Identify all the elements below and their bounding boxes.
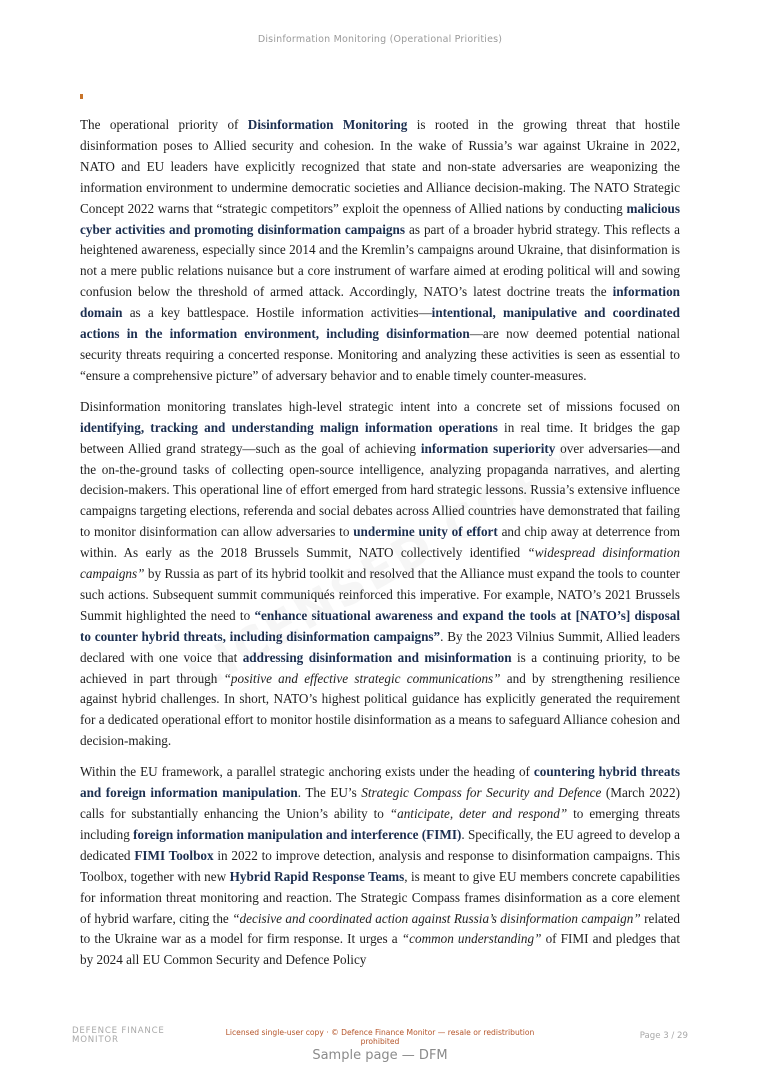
footer-brand (72, 1027, 165, 1044)
bold-phrase: undermine unity of effort (353, 524, 498, 540)
bold-phrase: identifying, tracking and understanding malign information operations (80, 419, 498, 435)
text-run: . Specifically, the EU agreed to develop a dedicated (80, 826, 680, 863)
italic-phrase: “decisive and coordinated action against Russia’s disinformation campaign” (232, 910, 641, 926)
text-run: as part of a broader hybrid strategy. This reflects a heightened awareness, especially since 2014 and the Kremlin’s campaigns around Ukraine, that disinformation is not a mere public relations nuisance but a core instrument of warfare aimed at eroding political will and sowing confusion below the threshold of armed attack. Accordingly, NATO’s latest doctrine treats the (80, 221, 680, 300)
bold-phrase: malicious cyber activities and promoting disinformation campaigns (80, 200, 680, 237)
body-paragraph (80, 762, 680, 971)
text-run: and by strengthening resilience against hybrid challenges. In short, NATO’s highest political guidance has explicitly generated the requirement for a dedicated operational effort to monitor hostile disinformation as a means to safeguard Alliance cohesion and decision-making. (80, 670, 680, 749)
text-run: (March 2022) calls for substantially enhancing the Union’s ability to (80, 785, 681, 821)
footer-license-notice: Licensed single-user copy · © Defence Finance Monitor — resale or redistribution prohibited (225, 1028, 535, 1046)
bold-phrase: countering hybrid threats and foreign information manipulation (80, 764, 680, 801)
bold-phrase: Hybrid Rapid Response Teams (229, 868, 405, 884)
body-paragraph (80, 397, 680, 752)
section-marker (80, 94, 83, 99)
text-run: to emerging threats including (80, 806, 680, 842)
bold-phrase: FIMI Toolbox (134, 847, 214, 863)
bold-phrase: information domain (80, 284, 680, 321)
bold-phrase: foreign information manipulation and interference (FIMI) (133, 826, 462, 842)
text-run: —are now deemed potential national security threats requiring a concerted response. Monitoring and analyzing these activities is seen as essential to “ensure a comprehensive picture” of adversary behavior and to enable timely counter-measures. (80, 326, 680, 383)
bold-phrase: information superiority (420, 440, 556, 456)
bold-phrase: intentional, manipulative and coordinated actions in the information environment, including disinformation (80, 305, 680, 342)
page-number: Page 3 / 29 (639, 1031, 688, 1041)
text-run: related to the Ukraine war as a model for firm response. It urges a (80, 910, 681, 947)
text-run: Within the EU framework, a parallel strategic anchoring exists under the heading of (80, 764, 534, 780)
text-run: and chip away at deterrence from within. As early as the 2018 Brussels Summit, NATO collectively identified (80, 524, 681, 561)
text-run: by Russia as part of its hybrid toolkit and resolved that the Alliance must expand the tools to counter such actions. Subsequent summit communiqués reinforced this imperative. For example, NATO’s 2021 Brussels Summit highlighted the need to (80, 566, 680, 623)
text-run: The operational priority of (80, 117, 248, 132)
footer-brand-line-2: MONITOR (72, 1034, 119, 1045)
text-run: in 2022 to improve detection, analysis and response to disinformation campaigns. This Toolbox, together with new (80, 847, 680, 884)
text-run: of FIMI and pledges that by 2024 all EU Common Security and Defence Policy (80, 931, 680, 968)
text-run: , is meant to give EU members concrete capabilities for information threat monitoring and reaction. The Strategic Compass frames disinformation as a core element of hybrid warfare, citing the (80, 868, 681, 926)
bold-phrase: Disinformation Monitoring (247, 117, 408, 132)
text-run: as a key battlespace. Hostile information activities— (122, 305, 432, 321)
text-run: . The EU’s (297, 785, 362, 801)
footer-brand-line-1: DEFENCE FINANCE (72, 1026, 165, 1036)
text-run: Disinformation monitoring translates high-level strategic intent into a concrete set of missions focused on (80, 398, 680, 414)
italic-phrase: “common understanding” (401, 931, 542, 947)
bold-phrase: “enhance situational awareness and expand the tools at [NATO’s] disposal to counter hybrid threats, including disinformation campaigns” (80, 607, 680, 644)
italic-phrase: “positive and effective strategic communications” (223, 670, 501, 686)
bold-phrase: addressing disinformation and misinformation (242, 649, 512, 665)
body-text (80, 115, 680, 981)
italic-phrase: “anticipate, deter and respond” (389, 806, 568, 821)
italic-phrase: Strategic Compass for Security and Defence (361, 785, 602, 801)
text-run: over adversaries—and the on-the-ground tasks of collecting open-source intelligence, analyzing propaganda narratives, and alerting decision-makers. This operational line of effort emerged from hard strategic lessons. Russia’s extensive influence campaigns targeting elections, referenda and social debates across Allied countries have demonstrated that failing to monitor disinformation can allow adversaries to (80, 440, 680, 540)
italic-phrase: “widespread disinformation campaigns” (80, 545, 680, 582)
text-run: . By the 2023 Vilnius Summit, Allied leaders declared with one voice that (80, 628, 681, 665)
body-paragraph (80, 115, 680, 387)
sample-page-label: Sample page — DFM (312, 1048, 448, 1063)
text-run: is a continuing priority, to be achieved in part through (80, 649, 680, 686)
text-run: is rooted in the growing threat that hostile disinformation poses to Allied security and cohesion. In the wake of Russia’s war against Ukraine in 2022, NATO and EU leaders have explicitly recognized that state and non-state adversaries are weaponizing the information environment to undermine democratic societies and Alliance decision-making. The NATO Strategic Concept 2022 warns that “strategic competitors” exploit the openness of Allied nations by conducting (80, 117, 680, 216)
running-header: Disinformation Monitoring (Operational Priorities) (257, 34, 503, 45)
text-run: in real time. It bridges the gap between Allied grand strategy—such as the goal of achieving (80, 419, 680, 456)
